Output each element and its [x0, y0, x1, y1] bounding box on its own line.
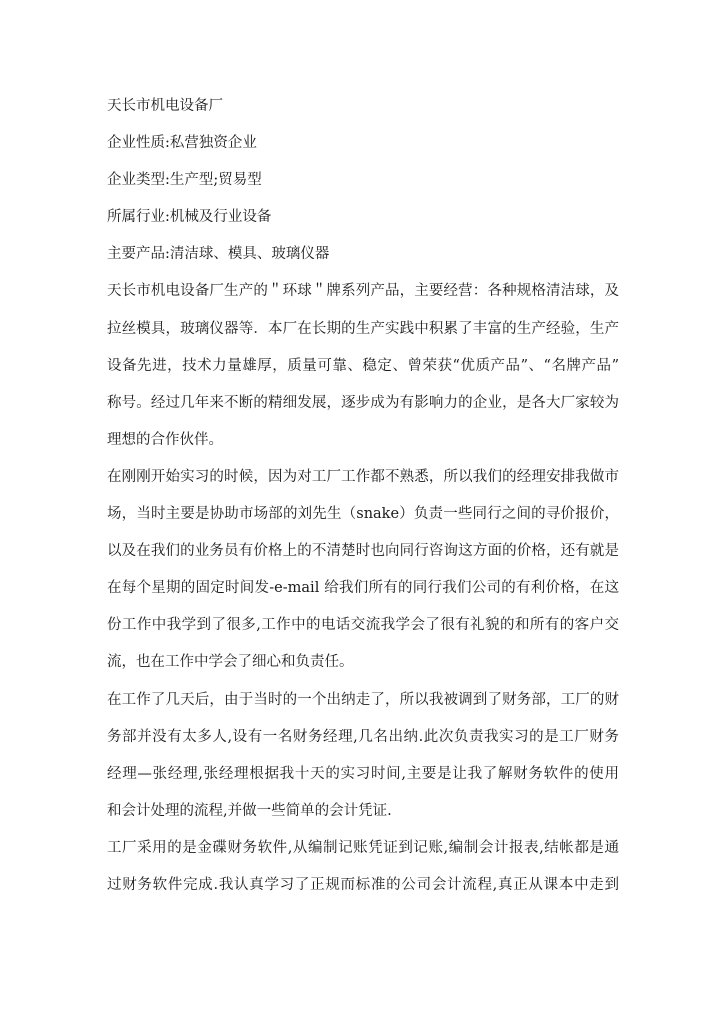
text-line: 过财务软件完成.我认真学习了正规而标准的公司会计流程,真正从课本中走到	[107, 876, 619, 893]
company-name: 天长市机电设备厂	[107, 98, 223, 114]
text-line: 以及在我们的业务员有价格上的不清楚时也向同行咨询这方面的价格，还有就是	[107, 543, 619, 560]
text-line: 在工作了几天后，由于当时的一个出纳走了，所以我被调到了财务部，工厂的财	[107, 691, 619, 708]
text-line: 流，也在工作中学会了细心和负责任。	[107, 654, 354, 671]
text-line: 设备先进，技术力量雄厚，质量可靠、稳定、曾荣获“优质产品”、“名牌产品”	[107, 357, 619, 374]
company-products: 主要产品:清洁球、模具、玻璃仪器	[107, 246, 330, 263]
company-nature: 企业性质:私营独资企业	[107, 135, 257, 152]
text-line: 称号。经过几年来不断的精细发展，逐步成为有影响力的企业，是各大厂家较为	[107, 394, 619, 411]
company-type: 企业类型:生产型;贸易型	[107, 172, 262, 189]
text-line: 场，当时主要是协助市场部的刘先生（snake）负责一些同行之间的寻价报价，	[107, 506, 619, 523]
company-industry: 所属行业:机械及行业设备	[107, 209, 272, 226]
text-line: 经理—张经理,张经理根据我十天的实习时间,主要是让我了解财务软件的使用	[107, 765, 619, 782]
text-line: 拉丝模具，玻璃仪器等．本厂在长期的生产实践中积累了丰富的生产经验，生产	[107, 320, 619, 337]
text-line: 份工作中我学到了很多,工作中的电话交流我学会了很有礼貌的和所有的客户交	[107, 617, 619, 634]
text-line: 和会计处理的流程,并做一些简单的会计凭证.	[107, 802, 392, 819]
text-line: 在每个星期的固定时间发-e-mail 给我们所有的同行我们公司的有利价格，在这	[107, 580, 619, 597]
text-line: 天长市机电设备厂生产的＂环球＂牌系列产品，主要经营：各种规格清洁球，及	[107, 283, 619, 300]
text-line: 工厂采用的是金碟财务软件,从编制记账凭证到记账,编制会计报表,结帐都是通	[107, 839, 619, 856]
text-line: 务部并没有太多人,设有一名财务经理,几名出纳.此次负责我实习的是工厂财务	[107, 728, 619, 745]
text-line: 理想的合作伙伴。	[107, 431, 223, 448]
text-line: 在刚刚开始实习的时候，因为对工厂工作都不熟悉，所以我们的经理安排我做市	[107, 468, 619, 485]
document-body	[107, 88, 619, 904]
